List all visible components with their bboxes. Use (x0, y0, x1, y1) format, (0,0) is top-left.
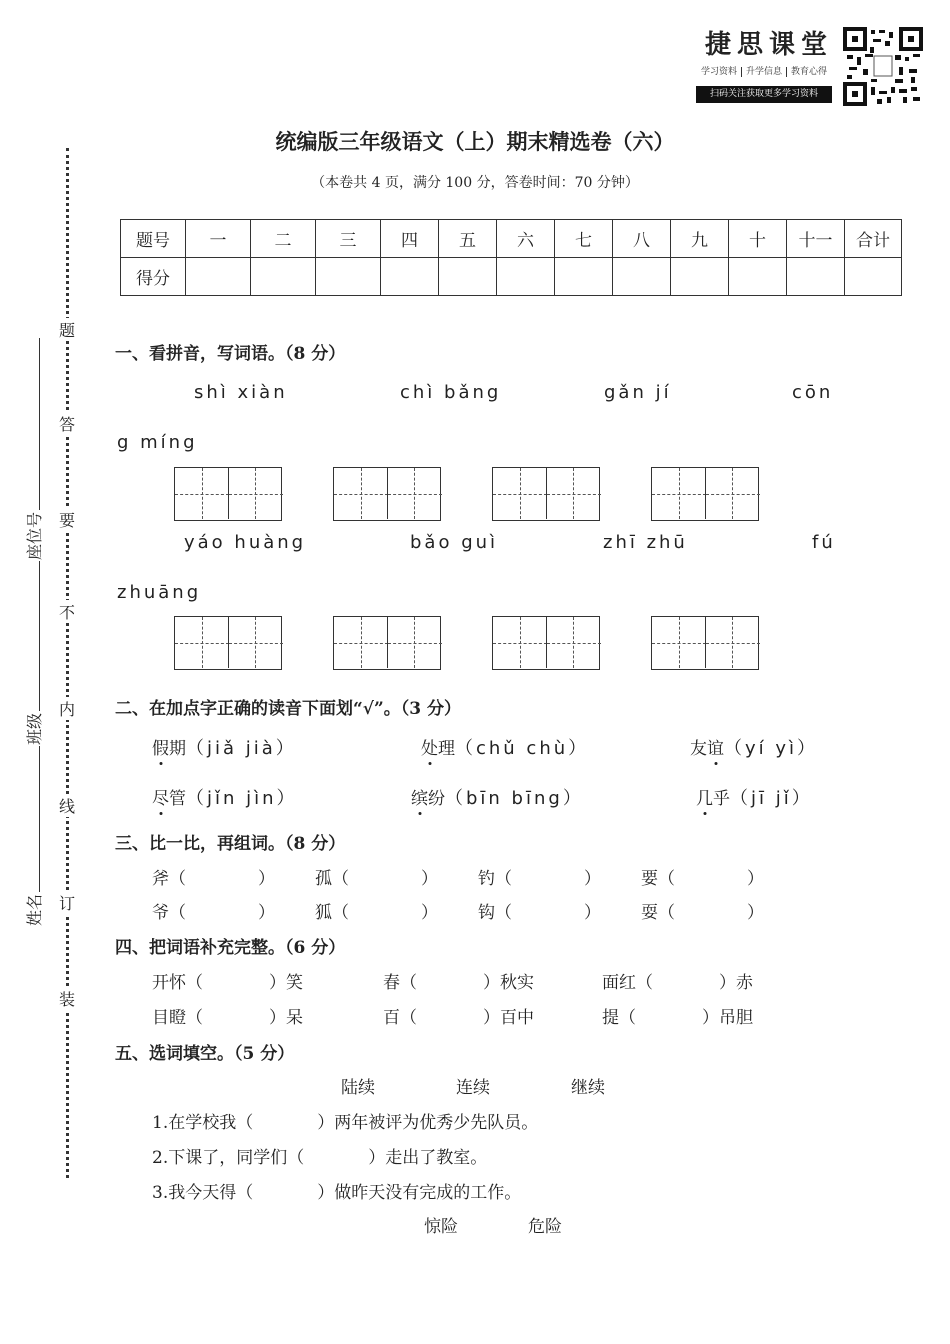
score-cell[interactable] (497, 258, 555, 296)
score-cell[interactable] (729, 258, 787, 296)
writing-grid[interactable] (333, 467, 441, 521)
score-header-cell: 八 (613, 220, 671, 258)
pronunciation-item[interactable]: 几乎（jī jǐ） (696, 788, 813, 809)
brand-tag: 升学信息 (742, 67, 787, 77)
score-header-cell: 九 (671, 220, 729, 258)
brand-tags (697, 64, 831, 77)
score-table (120, 219, 902, 296)
class-label: 班级 (22, 561, 45, 745)
pinyin: g míng (117, 432, 198, 453)
score-header-cell: 五 (439, 220, 497, 258)
score-cell[interactable] (251, 258, 316, 296)
seal-char: 订 (58, 891, 76, 914)
fill-question[interactable]: 3.我今天得（ ）做昨天没有完成的工作。 (152, 1183, 522, 1203)
writing-grid[interactable] (651, 467, 759, 521)
writing-grid[interactable] (333, 616, 441, 670)
seal-char: 线 (58, 794, 76, 817)
score-header-cell: 三 (316, 220, 381, 258)
binding-line (66, 148, 69, 1178)
seal-char: 题 (58, 318, 76, 341)
seal-char: 要 (58, 508, 76, 531)
pinyin: shì xiàn (194, 382, 288, 403)
page-subtitle: （本卷共 4 页，满分 100 分，答卷时间：70 分钟） (311, 175, 639, 191)
score-cell[interactable] (439, 258, 497, 296)
pinyin: zhuāng (117, 582, 202, 603)
seat-number-label: 座位号 (22, 338, 45, 560)
score-header-cell: 四 (381, 220, 439, 258)
pronunciation-item[interactable]: 假期（jiǎ jià） (152, 738, 297, 759)
brand-tag: 学习资料 (697, 67, 742, 77)
idiom-item[interactable]: 百（ ）百中 (383, 1008, 534, 1028)
score-header-cell: 六 (497, 220, 555, 258)
qr-code-icon (843, 27, 923, 106)
seal-char: 装 (58, 987, 76, 1010)
brand-tag: 教育心得 (791, 67, 828, 77)
pinyin: yáo huàng (184, 532, 307, 553)
idiom-item[interactable]: 春（ ）秋实 (383, 973, 534, 993)
class-field[interactable] (39, 561, 40, 711)
idiom-item[interactable]: 提（ ）吊胆 (602, 1008, 753, 1028)
pronunciation-item[interactable]: 缤纷（bīn bīng） (411, 788, 584, 809)
compare-item[interactable]: 爷（ ） (152, 903, 275, 923)
pinyin: cōn (792, 382, 834, 403)
compare-item[interactable]: 钓（ ） (478, 869, 601, 889)
section-1-heading: 一、看拼音，写词语。（8 分） (115, 344, 346, 364)
compare-item[interactable]: 孤（ ） (315, 869, 438, 889)
fill-question[interactable]: 1.在学校我（ ）两年被评为优秀少先队员。 (152, 1113, 539, 1133)
idiom-item[interactable]: 目瞪（ ）呆 (152, 1008, 303, 1028)
score-header-cell: 十一 (787, 220, 845, 258)
writing-grid[interactable] (492, 467, 600, 521)
seat-number-field[interactable] (39, 338, 40, 510)
seal-char: 内 (58, 697, 76, 720)
score-cell[interactable] (787, 258, 845, 296)
score-cell[interactable] (186, 258, 251, 296)
seal-char: 不 (58, 600, 76, 623)
page-title: 统编版三年级语文（上）期末精选卷（六） (275, 129, 675, 154)
word-option: 惊险 (424, 1217, 458, 1237)
brand-slogan: 扫码关注获取更多学习资料 (696, 86, 832, 103)
name-label: 姓名 (22, 746, 45, 926)
score-header-cell: 二 (251, 220, 316, 258)
section-3-heading: 三、比一比，再组词。（8 分） (115, 834, 346, 854)
score-header-cell: 题号 (121, 220, 186, 258)
idiom-item[interactable]: 开怀（ ）笑 (152, 973, 303, 993)
pronunciation-item[interactable]: 尽管（jǐn jìn） (152, 788, 298, 809)
word-option: 连续 (456, 1078, 490, 1098)
compare-item[interactable]: 狐（ ） (315, 903, 438, 923)
compare-item[interactable]: 要（ ） (641, 869, 764, 889)
pinyin: zhī zhū (603, 532, 688, 553)
compare-item[interactable]: 耍（ ） (641, 903, 764, 923)
seal-char: 答 (58, 412, 76, 435)
compare-item[interactable]: 斧（ ） (152, 869, 275, 889)
pinyin: fú (812, 532, 836, 553)
score-value-row (121, 258, 902, 296)
writing-grid[interactable] (174, 467, 282, 521)
brand-name: 捷思课堂 (705, 30, 834, 60)
pinyin: bǎo guì (410, 532, 499, 553)
fill-question[interactable]: 2.下课了，同学们（ ）走出了教室。 (152, 1148, 488, 1168)
score-cell[interactable] (381, 258, 439, 296)
section-5-heading: 五、选词填空。（5 分） (115, 1044, 295, 1064)
word-option: 陆续 (341, 1078, 375, 1098)
section-4-heading: 四、把词语补充完整。（6 分） (115, 938, 346, 958)
score-cell[interactable] (613, 258, 671, 296)
score-cell[interactable] (845, 258, 902, 296)
idiom-item[interactable]: 面红（ ）赤 (602, 973, 753, 993)
writing-grid[interactable] (651, 616, 759, 670)
section-2-heading: 二、在加点字正确的读音下面划“√”。（3 分） (115, 699, 461, 719)
score-header-row (121, 220, 902, 258)
compare-item[interactable]: 钩（ ） (478, 903, 601, 923)
word-option: 继续 (571, 1078, 605, 1098)
score-cell[interactable] (316, 258, 381, 296)
score-cell[interactable] (671, 258, 729, 296)
score-header-cell: 合计 (845, 220, 902, 258)
writing-grid[interactable] (174, 616, 282, 670)
score-header-cell: 十 (729, 220, 787, 258)
writing-grid[interactable] (492, 616, 600, 670)
pinyin: chì bǎng (400, 382, 502, 403)
score-header-cell: 七 (555, 220, 613, 258)
score-row-label: 得分 (121, 258, 186, 296)
name-field[interactable] (39, 746, 40, 892)
score-cell[interactable] (555, 258, 613, 296)
score-header-cell: 一 (186, 220, 251, 258)
pronunciation-item[interactable]: 友谊（yí yì） (690, 738, 819, 759)
pinyin: gǎn jí (604, 382, 672, 403)
word-option: 危险 (528, 1217, 562, 1237)
pronunciation-item[interactable]: 处理（chǔ chù） (421, 738, 590, 759)
